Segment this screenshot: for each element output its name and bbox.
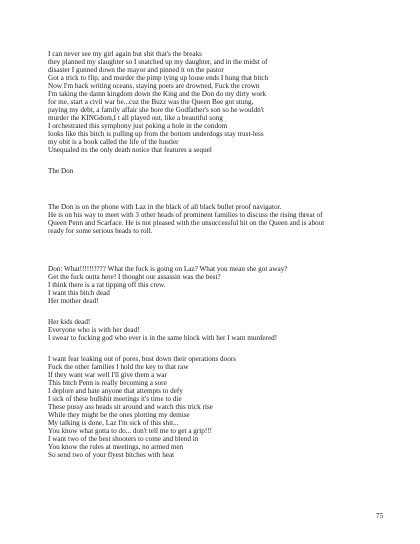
poem-line: my obit is a book called the life of the hustler	[48, 138, 179, 146]
dialogue-line: You know what gotta to do... don't tell me to get a grip!!!	[48, 427, 213, 435]
dialogue-line: You know the rules at meetings, no armed men	[48, 443, 184, 451]
dialogue-line: My talking is done, Laz I'm sick of this shit...	[48, 419, 179, 427]
poem-line: I'm taking the damn kingdom down the King and the Don do my dirty work	[48, 90, 267, 98]
poem-line: paying my debt, a family affair she bore the Godfather's son so he wouldn't	[48, 106, 265, 114]
dialogue-line: Her kids dead!	[48, 318, 91, 326]
poem-line: Got a trick to flip, and murder the pimp tying up louse ends I hung that bitch	[48, 74, 269, 82]
dialogue-line: I want fear leaking out of pores, bust down their operations doors	[48, 355, 237, 363]
dialogue-line: Everyone who is with her dead!	[48, 326, 140, 334]
narrative-line: He is on his way to meet with 3 other heads of prominent families to discuss the rising threat of	[48, 211, 323, 219]
section-title: The Don	[48, 167, 74, 175]
dialogue-line: This bitch Penn is really becoming a sore	[48, 379, 167, 387]
poem-line: looks like this bitch is pulling up from the bottom underdogs stay trust-less	[48, 130, 264, 138]
dialogue-line: Don: What!!!!!!!??? What the fuck is going on Laz? What you mean she got away?	[48, 265, 288, 273]
dialogue-line: Her mother dead!	[48, 297, 99, 305]
poem-line: Unequaled its the only death notice that features a sequel	[48, 146, 212, 154]
poem-line: I can never see my girl again but shit that's the breaks	[48, 50, 202, 58]
dialogue-line: While they might be the ones plotting my demise	[48, 411, 190, 419]
poem-line: for me, start a civil war be...cuz the Buzz was the Queen Bee got stung,	[48, 98, 254, 106]
dialogue-line: Get the fuck outta here! I thought our assassin was the best?	[48, 273, 221, 281]
dialogue-line: These pussy ass heads sit around and watch this trick rise	[48, 403, 213, 411]
dialogue-line: I deplore and hate anyone that attempts to defy	[48, 387, 183, 395]
poem-line: Now I'm back writing oceans, staying poets are drowned, Fuck the crown	[48, 82, 260, 90]
narrative-line: The Don is on the phone with Laz in the black of all black bullet proof navigator.	[48, 203, 282, 211]
dialogue-line: I think there is a rat tipping off this crew.	[48, 281, 166, 289]
narrative-line: Queen Penn and Scarface. He is not pleased with the unsuccessful hit on the Queen and is about	[48, 219, 325, 227]
dialogue-line: So send two of your flyest bitches with heat	[48, 451, 175, 459]
dialogue-line: I want this bitch dead	[48, 289, 110, 297]
poem-line: they planned my slaughter so I snatched up my daughter, and in the midst of	[48, 58, 268, 66]
page-number: 75	[376, 512, 384, 520]
dialogue-line: I swear to fucking god who ever is in the same block with her I want murdered!	[48, 334, 278, 342]
dialogue-line: If they want war well I'll give them a war	[48, 371, 167, 379]
dialogue-line: I sick of these bullshit meetings it's time to die	[48, 395, 182, 403]
poem-line: I orchestrated this symphony just poking a hole in the condom	[48, 122, 228, 130]
narrative-line: ready for some serious heads to roll.	[48, 227, 153, 235]
dialogue-line: I want two of the best shooters to come and blend in	[48, 435, 199, 443]
dialogue-line: Fuck the other families I hold the key to that raw	[48, 363, 189, 371]
poem-line: disaster I gunned down the mayor and pinned it on the pastor	[48, 66, 224, 74]
poem-line: murder the KINGdom,I t all played out, like a beautiful song	[48, 114, 223, 122]
